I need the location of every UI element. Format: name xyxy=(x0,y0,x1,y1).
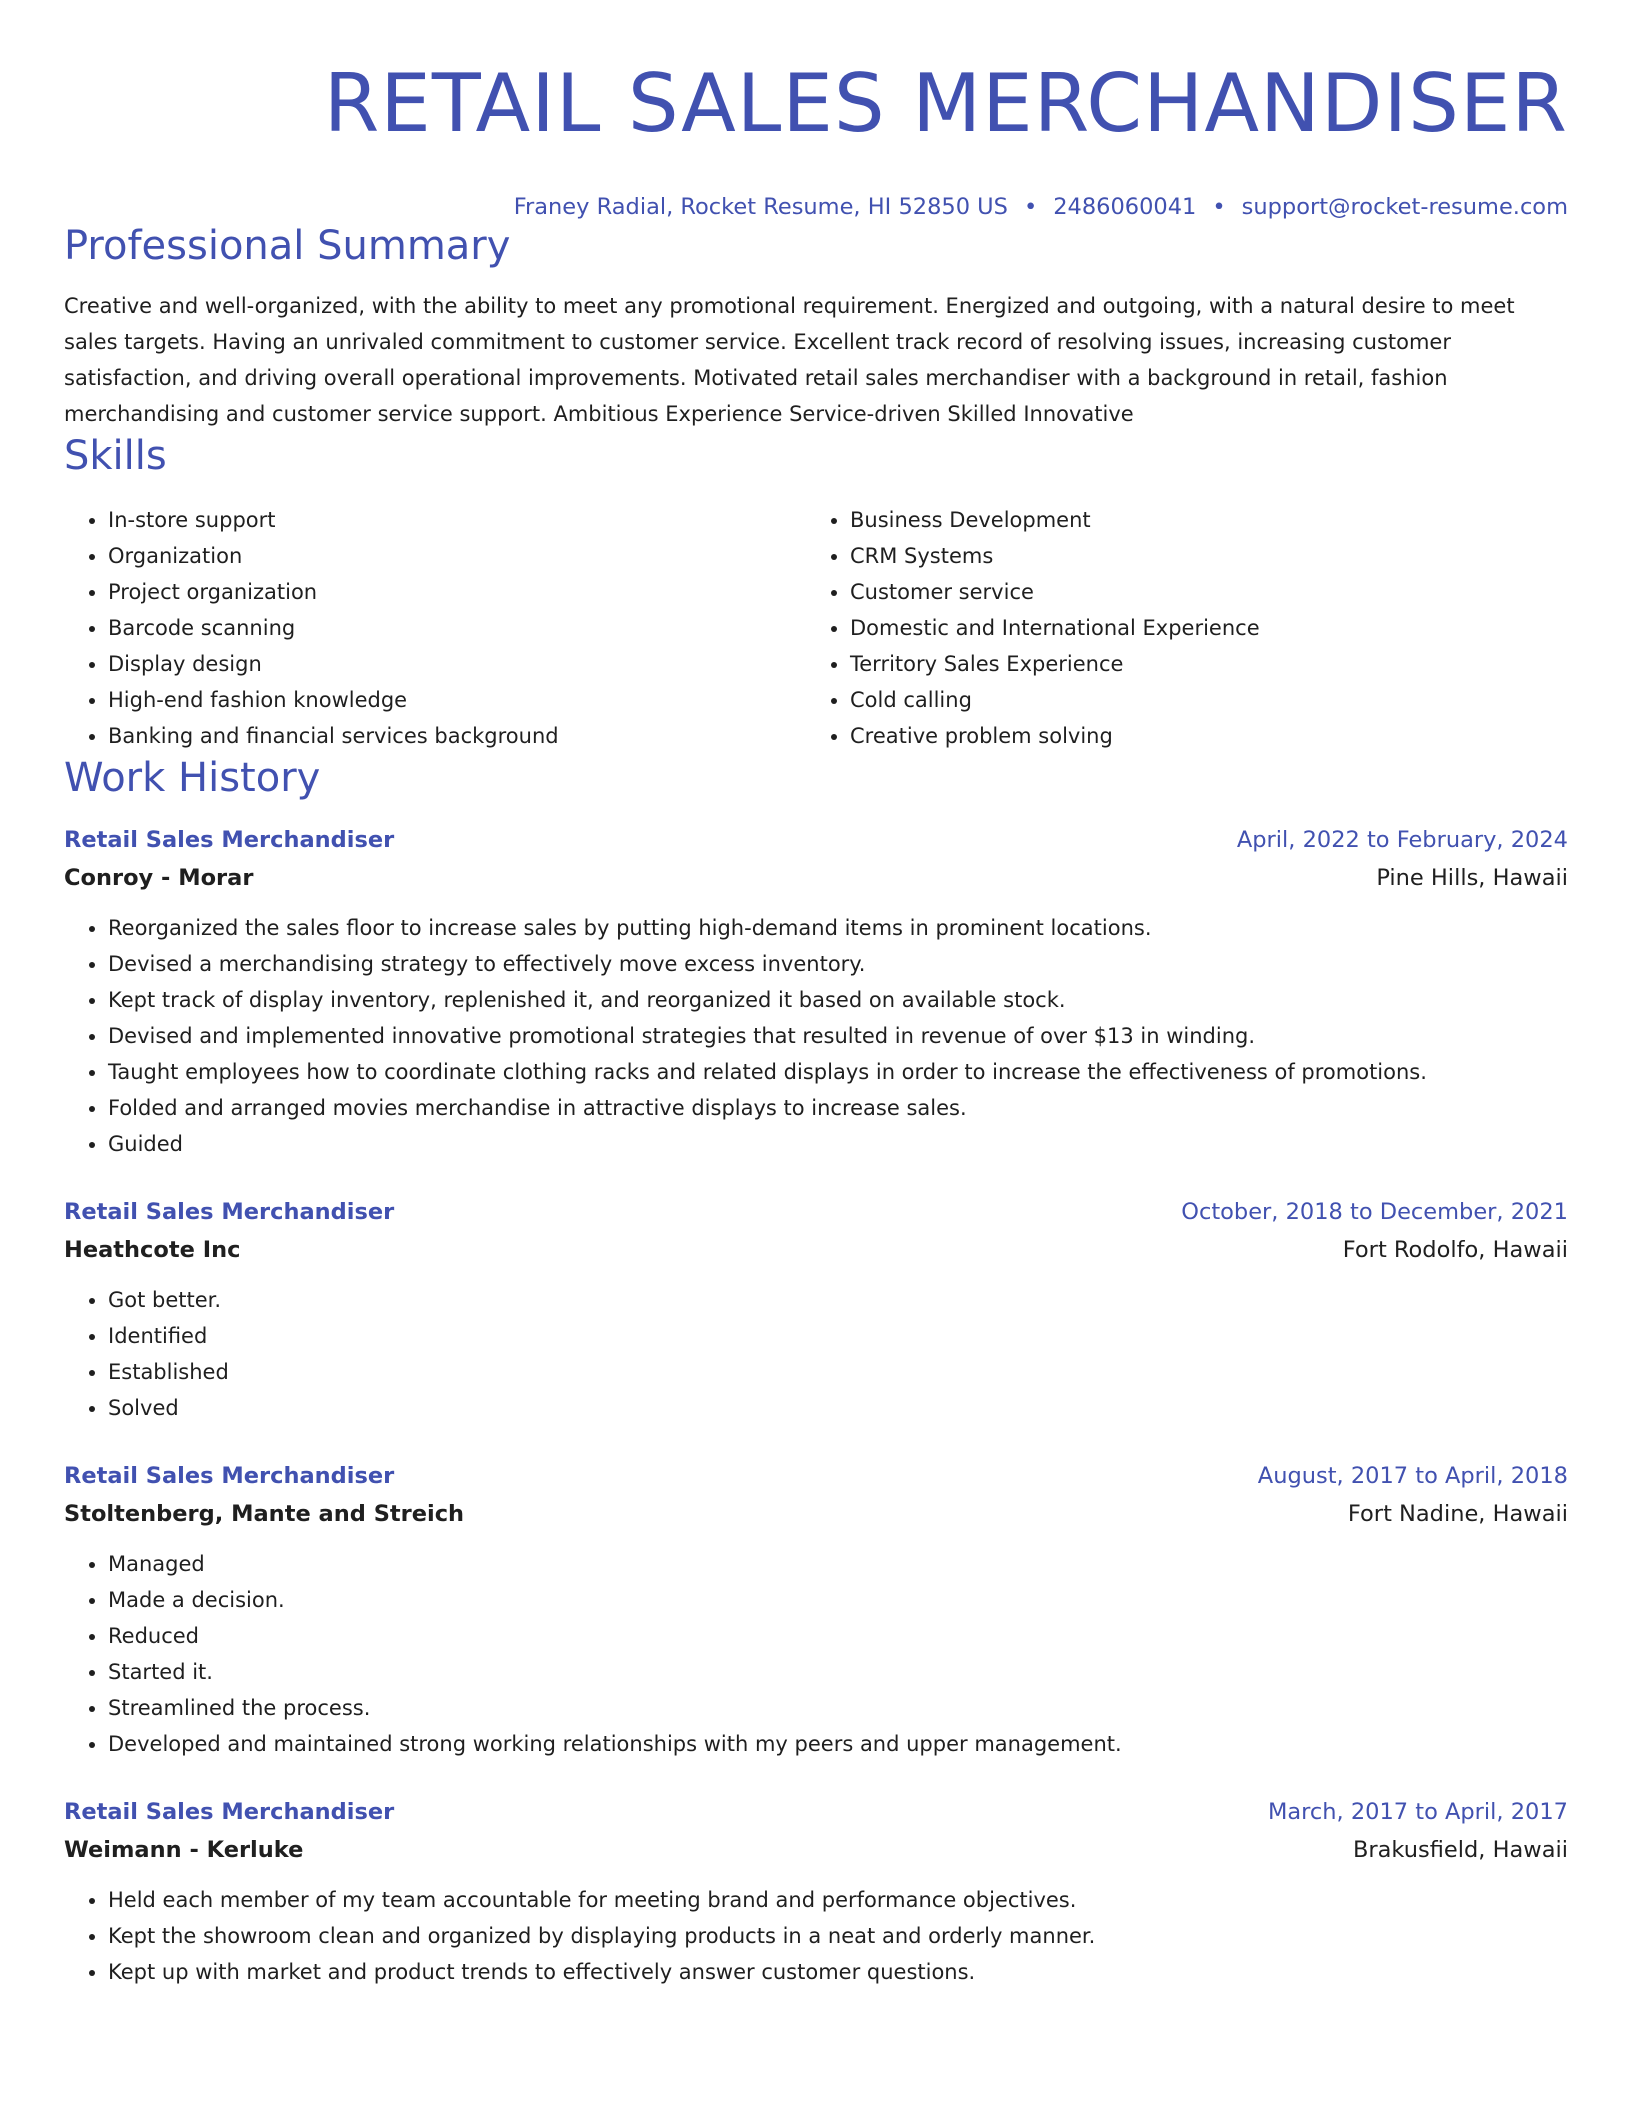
job-bullet: • Solved xyxy=(108,1390,1568,1426)
skill-item: • In-store support xyxy=(108,502,806,538)
summary-heading: Professional Summary xyxy=(64,223,511,269)
job-bullet-list xyxy=(64,1546,1568,1762)
job-entry xyxy=(64,1458,1568,1762)
job-company: Heathcote Inc xyxy=(64,1237,241,1263)
job-bullet: • Streamlined the process. xyxy=(108,1690,1568,1726)
work-history-heading: Work History xyxy=(64,755,321,801)
job-bullet-list xyxy=(64,1282,1568,1426)
contact-line xyxy=(64,192,1568,222)
job-entry xyxy=(64,822,1568,1162)
job-header-row xyxy=(64,1458,1568,1494)
skills-list-right xyxy=(806,502,1568,754)
skills-heading: Skills xyxy=(64,433,167,479)
job-entry xyxy=(64,1194,1568,1426)
job-employer-row xyxy=(64,1494,1568,1534)
job-bullet: • Kept up with market and product trends to effectively answer customer questions. xyxy=(108,1954,1568,1990)
skill-item: • Project organization xyxy=(108,574,806,610)
job-bullet: • Devised and implemented innovative promotional strategies that resulted in revenue of over $13 in winding. xyxy=(108,1018,1568,1054)
job-title: Retail Sales Merchandiser xyxy=(64,1463,395,1489)
job-bullet: • Started it. xyxy=(108,1654,1568,1690)
skills-columns xyxy=(64,502,1568,754)
skill-item: • Cold calling xyxy=(850,682,1568,718)
skill-item: • High-end fashion knowledge xyxy=(108,682,806,718)
job-title: Retail Sales Merchandiser xyxy=(64,1799,395,1825)
job-bullet: • Kept track of display inventory, replenished it, and reorganized it based on available stock. xyxy=(108,982,1568,1018)
job-bullet: • Kept the showroom clean and organized by displaying products in a neat and orderly manner. xyxy=(108,1918,1568,1954)
job-bullet: • Identified xyxy=(108,1318,1568,1354)
job-header-row xyxy=(64,1194,1568,1230)
job-dates: August, 2017 to April, 2018 xyxy=(1257,1463,1568,1489)
job-header-row xyxy=(64,1794,1568,1830)
skill-item: • Customer service xyxy=(850,574,1568,610)
job-dates: April, 2022 to February, 2024 xyxy=(1236,827,1568,853)
contact-separator: • xyxy=(1023,194,1038,220)
contact-email: support@rocket-resume.com xyxy=(1241,194,1568,220)
contact-phone: 2486060041 xyxy=(1053,194,1197,220)
job-bullet: • Managed xyxy=(108,1546,1568,1582)
job-location: Brakusfield, Hawaii xyxy=(1352,1837,1568,1863)
job-bullet: • Reduced xyxy=(108,1618,1568,1654)
job-bullet-list xyxy=(64,1882,1568,1990)
skills-list-left xyxy=(64,502,806,754)
job-bullet: • Held each member of my team accountable for meeting brand and performance objectives. xyxy=(108,1882,1568,1918)
job-title: Retail Sales Merchandiser xyxy=(64,827,395,853)
job-employer-row xyxy=(64,1230,1568,1270)
job-location: Fort Nadine, Hawaii xyxy=(1347,1501,1568,1527)
job-employer-row xyxy=(64,1830,1568,1870)
resume-page xyxy=(64,0,1568,1990)
job-bullet: • Reorganized the sales floor to increase sales by putting high-demand items in prominent locations. xyxy=(108,910,1568,946)
skill-item: • CRM Systems xyxy=(850,538,1568,574)
job-employer-row xyxy=(64,858,1568,898)
skill-item: • Barcode scanning xyxy=(108,610,806,646)
skill-item: • Display design xyxy=(108,646,806,682)
job-company: Stoltenberg, Mante and Streich xyxy=(64,1501,465,1527)
job-bullet: • Guided xyxy=(108,1126,1568,1162)
job-bullet: • Established xyxy=(108,1354,1568,1390)
job-company: Conroy - Morar xyxy=(64,865,254,891)
job-header-row xyxy=(64,822,1568,858)
contact-address: Franey Radial, Rocket Resume, HI 52850 US xyxy=(513,194,1008,220)
job-location: Fort Rodolfo, Hawaii xyxy=(1342,1237,1568,1263)
skill-item: • Domestic and International Experience xyxy=(850,610,1568,646)
job-bullet-list xyxy=(64,910,1568,1162)
job-location: Pine Hills, Hawaii xyxy=(1376,865,1568,891)
summary-text: Creative and well-organized, with the ability to meet any promotional requirement. Energized and outgoing, with a natural desire to meet sales targets. Having an unrivaled commitment to customer service. Excellent track record of resolving issues, increasing customer satisfaction, and driving overall operational improvements. Motivated retail sales merchandiser with a background in retail, fashion merchandising and customer service support. Ambitious Experience Service-driven Skilled Innovative xyxy=(64,294,1515,426)
job-dates: March, 2017 to April, 2017 xyxy=(1267,1799,1568,1825)
job-bullet: • Developed and maintained strong working relationships with my peers and upper management. xyxy=(108,1726,1568,1762)
job-bullet: • Taught employees how to coordinate clothing racks and related displays in order to increase the effectiveness of promotions. xyxy=(108,1054,1568,1090)
skill-item: • Organization xyxy=(108,538,806,574)
job-entry xyxy=(64,1794,1568,1990)
job-title: Retail Sales Merchandiser xyxy=(64,1199,395,1225)
skill-item: • Creative problem solving xyxy=(850,718,1568,754)
job-bullet: • Made a decision. xyxy=(108,1582,1568,1618)
job-bullet: • Devised a merchandising strategy to effectively move excess inventory. xyxy=(108,946,1568,982)
resume-name-heading: RETAIL SALES MERCHANDISER xyxy=(323,57,1568,150)
contact-separator: • xyxy=(1212,194,1226,220)
job-bullet: • Got better. xyxy=(108,1282,1568,1318)
job-bullet: • Folded and arranged movies merchandise in attractive displays to increase sales. xyxy=(108,1090,1568,1126)
job-company: Weimann - Kerluke xyxy=(64,1837,304,1863)
job-dates: October, 2018 to December, 2021 xyxy=(1181,1199,1568,1225)
skill-item: • Banking and financial services background xyxy=(108,718,806,754)
skill-item: • Business Development xyxy=(850,502,1568,538)
skill-item: • Territory Sales Experience xyxy=(850,646,1568,682)
